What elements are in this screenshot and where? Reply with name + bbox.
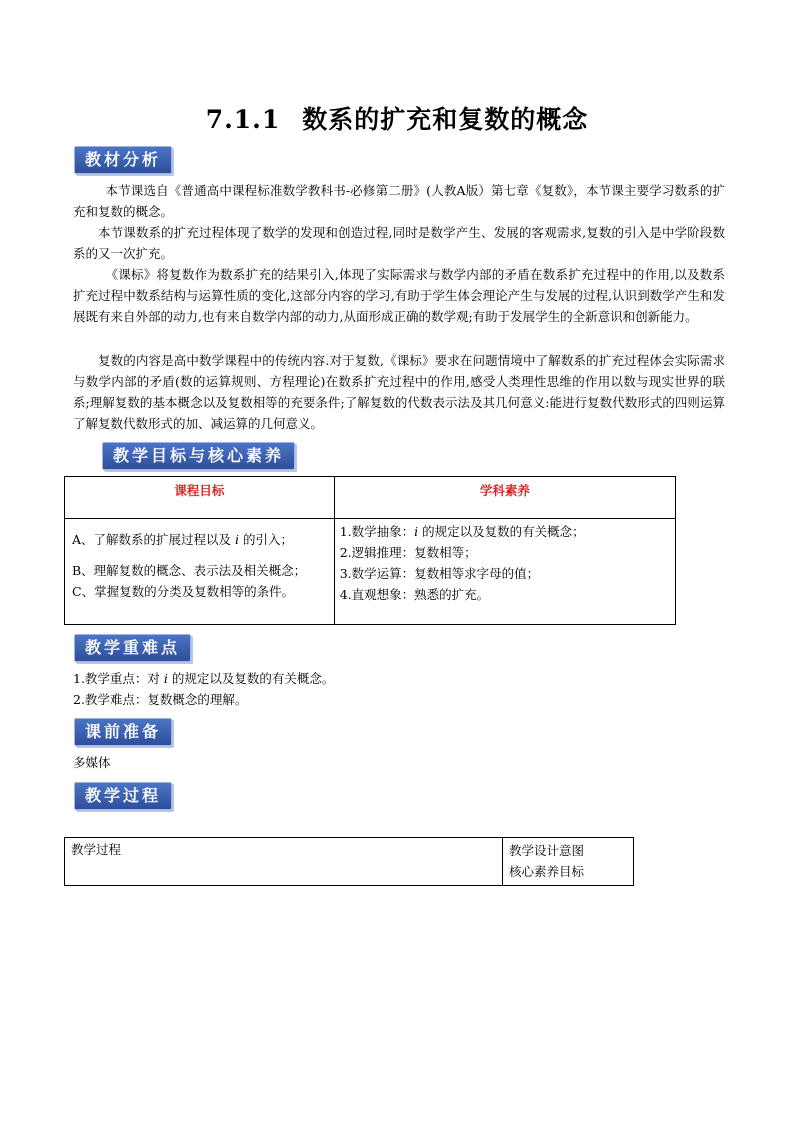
key-point: 1.教学重点：对 i 的规定以及复数的有关概念。 — [73, 671, 335, 686]
section-badge-goals: 教学目标与核心素养 — [102, 442, 295, 470]
section-badge-keypoints: 教学重难点 — [74, 634, 191, 662]
goals-header-left: 课程目标 — [65, 477, 335, 519]
analysis-paragraph-4: 复数的内容是高中数学课程中的传统内容.对于复数,《课标》要求在问题情境中了解数系的扩充过程体会实际需求与数学内部的矛盾(数的运算规则、方程理论)在数系扩充过程中的作用,感受人类理性思维的作用以数与现实世界的联系;理解复数的基本概念以及复数相等的充要条件;了解复数的代数表示法及其几何意义:能进行复数代数形式的四则运算了解复数代数形式的加、减运算的几何意义。 — [73, 353, 725, 431]
course-goal-item: C、掌握复数的分类及复数相等的条件。 — [72, 584, 295, 599]
analysis-paragraph-1: 本节课选自《普通高中课程标准数学教科书-必修第二册》(人教A版）第七章《复数》，本节课主要学习数系的扩充和复数的概念。 — [73, 183, 725, 219]
literacy-item: 2.逻辑推理：复数相等； — [339, 545, 477, 560]
goals-header-right: 学科素养 — [334, 477, 675, 519]
goals-table — [64, 476, 676, 625]
literacy-item: 4.直观想象：熟悉的扩充。 — [339, 587, 490, 602]
process-header-right: 教学设计意图 核心素养目标 — [503, 838, 634, 886]
difficult-point: 2.教学难点：复数概念的理解。 — [73, 692, 248, 707]
section-number: 7.1.1 — [205, 105, 281, 134]
prep-text: 多媒体 — [73, 755, 111, 770]
course-goals-cell — [65, 519, 335, 625]
analysis-paragraph-3: 《课标》将复数作为数系扩充的结果引入,体现了实际需求与数学内部的矛盾在数系扩充过程中的作用,以及数系扩充过程中数系结构与运算性质的变化,这部分内容的学习,有助于学生体会理论产生与发展的过程,认识到数学产生和发展既有来自外部的动力,也有来自数学内部的动力,从面形成正确的数学观;有助于发展学生的全新意识和创新能力。 — [73, 267, 725, 324]
course-goal-item: A、了解数系的扩展过程以及 i 的引入； — [72, 532, 293, 547]
page-title — [0, 100, 794, 136]
process-header-left: 教学过程 — [65, 838, 503, 886]
section-badge-prep: 课前准备 — [74, 718, 172, 746]
analysis-paragraph-2: 本节课数系的扩充过程体现了数学的发现和创造过程,同时是数学产生、发展的客观需求,复数的引入是中学阶段数系的又一次扩充。 — [73, 225, 725, 261]
section-badge-analysis: 教材分析 — [74, 146, 172, 174]
literacy-item: 1.数学抽象：i 的规定以及复数的有关概念； — [339, 524, 585, 539]
section-badge-process: 教学过程 — [74, 782, 172, 810]
course-goal-item: B、理解复数的概念、表示法及相关概念； — [72, 563, 307, 578]
literacy-item: 3.数学运算：复数相等求字母的值； — [339, 566, 540, 581]
process-table — [64, 837, 634, 886]
title-text: 数系的扩充和复数的概念 — [302, 105, 589, 134]
literacy-cell — [334, 519, 675, 625]
